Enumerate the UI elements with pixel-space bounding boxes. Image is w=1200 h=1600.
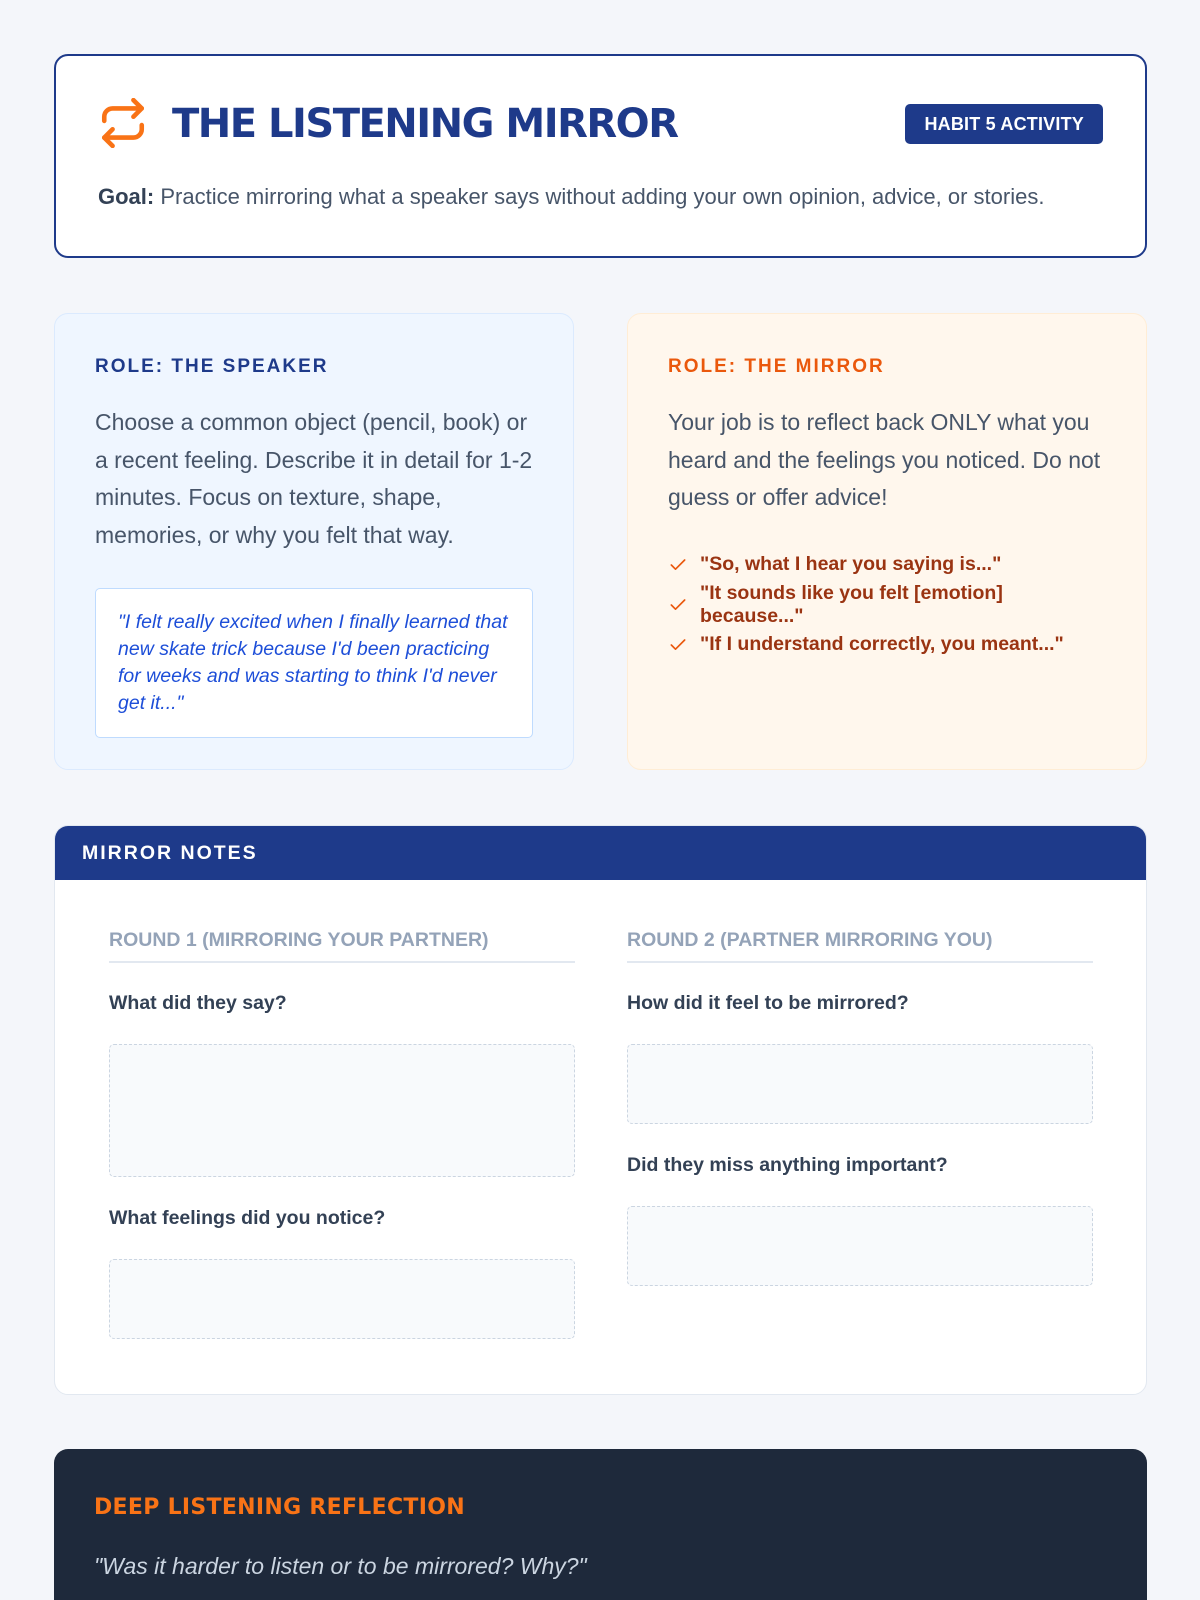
round-1-question-feelings: What feelings did you notice? bbox=[109, 1207, 386, 1229]
speaker-role-heading: ROLE: THE SPEAKER bbox=[95, 356, 329, 377]
speaker-role-card bbox=[54, 313, 574, 770]
mirror-phrase: "So, what I hear you saying is..." bbox=[700, 553, 1002, 575]
goal-text: Practice mirroring what a speaker says without adding your own opinion, advice, or stories. bbox=[154, 184, 1045, 209]
round-1-question-say: What did they say? bbox=[109, 992, 287, 1014]
mirror-role-heading: ROLE: THE MIRROR bbox=[668, 356, 885, 377]
round-2-question-missed: Did they miss anything important? bbox=[627, 1154, 948, 1176]
mirror-phrase: "It sounds like you felt [emotion] because..." bbox=[700, 581, 1003, 627]
check-icon bbox=[668, 595, 688, 615]
speaker-example-quote: "I felt really excited when I finally learned that new skate trick because I'd been practicing for weeks and was starting to think I'd never get it..." bbox=[95, 588, 533, 738]
mirror-phrase-list bbox=[668, 545, 1106, 665]
list-item bbox=[668, 545, 1106, 585]
missed-anything-field[interactable] bbox=[627, 1206, 1093, 1286]
what-they-said-field[interactable] bbox=[109, 1044, 575, 1177]
feelings-noticed-field[interactable] bbox=[109, 1259, 575, 1339]
check-icon bbox=[668, 555, 688, 575]
round-2-question-feel: How did it feel to be mirrored? bbox=[627, 992, 909, 1014]
goal-statement bbox=[98, 182, 1103, 212]
mirror-phrase: "If I understand correctly, you meant..." bbox=[700, 633, 1064, 655]
mirror-role-card bbox=[627, 313, 1147, 770]
round-1-title: ROUND 1 (MIRRORING YOUR PARTNER) bbox=[109, 927, 575, 963]
check-icon bbox=[668, 635, 688, 655]
speaker-instructions: Choose a common object (pencil, book) or a recent feeling. Describe it in detail for 1-2 minutes. Focus on texture, shape, memories, or why you felt that way. bbox=[95, 409, 533, 548]
reflection-card bbox=[54, 1449, 1147, 1600]
repeat-arrows-icon bbox=[98, 98, 148, 148]
activity-header bbox=[54, 54, 1147, 258]
reflection-title: DEEP LISTENING REFLECTION bbox=[94, 1495, 465, 1520]
reflection-prompt: "Was it harder to listen or to be mirrored? Why?" bbox=[94, 1553, 587, 1579]
mirror-notes-heading: MIRROR NOTES bbox=[55, 826, 1146, 880]
round-1-column bbox=[109, 927, 575, 1339]
goal-label: Goal: bbox=[98, 184, 155, 209]
round-2-title: ROUND 2 (PARTNER MIRRORING YOU) bbox=[627, 927, 1093, 963]
mirror-notes-card bbox=[54, 825, 1147, 1395]
list-item bbox=[668, 625, 1106, 665]
mirror-instructions: Your job is to reflect back ONLY what you heard and the feelings you noticed. Do not guess or offer advice! bbox=[668, 409, 1101, 510]
habit-badge: HABIT 5 ACTIVITY bbox=[905, 104, 1103, 144]
list-item bbox=[668, 581, 1106, 627]
page-title: THE LISTENING MIRROR bbox=[172, 101, 678, 147]
round-2-column bbox=[627, 927, 1093, 1286]
feel-mirrored-field[interactable] bbox=[627, 1044, 1093, 1124]
